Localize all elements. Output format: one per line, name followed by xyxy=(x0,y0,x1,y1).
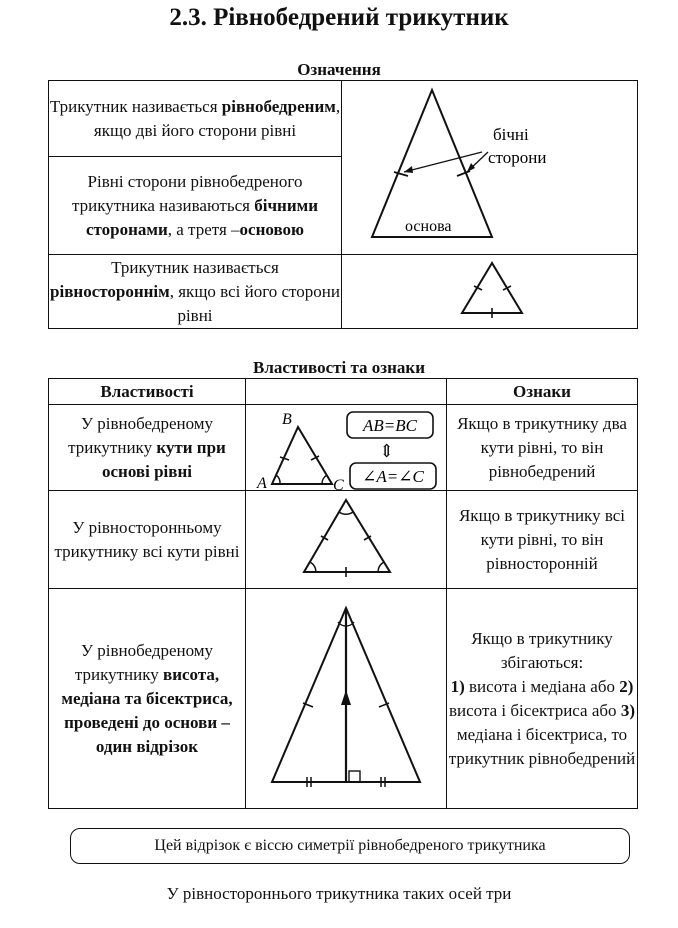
properties-caption: Властивості та ознаки xyxy=(252,358,426,377)
header-signs: Ознаки xyxy=(447,379,638,405)
segment-arrow xyxy=(341,690,351,705)
property-equilateral-angles: У рівносторонньому трикутнику всі кути рівні xyxy=(49,491,246,589)
vertex-b-label: B xyxy=(282,411,292,428)
vertex-c-label: C xyxy=(333,477,344,494)
footer-text: У рівностороннього трикутника таких осей три xyxy=(166,884,512,903)
definition-lateral-sides: Рівні сторони рівнобедреного трикутника називаються бічними сторонами, а третя –основою xyxy=(49,157,342,255)
sign-all-angles: Якщо в трикутнику всі кути рівні, то він рівносторонній xyxy=(447,491,638,589)
header-properties: Властивості xyxy=(49,379,246,405)
formula-ab-bc: AB=BC xyxy=(363,416,417,435)
definitions-caption: Означення xyxy=(297,60,381,79)
angle-a-arc xyxy=(276,475,280,484)
right-angle-marker xyxy=(349,771,360,782)
triangle-abc xyxy=(272,427,332,484)
lateral-label-1: бічні xyxy=(493,125,529,144)
definition-isosceles: Трикутник називається рівнобедреним, якщо дві його сторони рівні xyxy=(49,81,342,157)
equilateral-angles-triangle xyxy=(304,500,390,572)
property-base-angles: У рівнобедреному трикутнику кути при основі рівні xyxy=(49,405,246,491)
symmetry-axis-note: Цей відрізок є віссю симетрії рівнобедреного трикутника xyxy=(70,828,630,864)
sign-two-angles: Якщо в трикутнику два кути рівні, то він рівнобедрений xyxy=(447,405,638,491)
equivalence-symbol: ⇕ xyxy=(379,441,395,461)
definition-equilateral: Трикутник називається рівностороннім, якщо всі його сторони рівні xyxy=(49,255,342,329)
property-height-median-bisector: У рівнобедреному трикутнику висота, медіана та бісектриса, проведені до основи – один відрізок xyxy=(49,589,246,809)
sign-coincide: Якщо в трикутнику збігаються: 1) висота і медіана або 2) висота і бісектриса або 3) медіана і бісектриса, то трикутник рівнобедрений xyxy=(447,589,638,809)
base-label: основа xyxy=(405,218,452,235)
formula-angles: ∠A=∠C xyxy=(362,467,424,486)
page-title: 2.3. Рівнобедрений трикутник xyxy=(169,4,509,31)
angle-left-arc xyxy=(310,562,316,572)
lateral-label-2: сторони xyxy=(488,148,547,167)
angle-right-arc xyxy=(378,562,384,572)
vertex-a-label: A xyxy=(257,475,267,492)
angle-c-arc xyxy=(322,475,327,484)
angle-top-arc xyxy=(339,512,353,514)
